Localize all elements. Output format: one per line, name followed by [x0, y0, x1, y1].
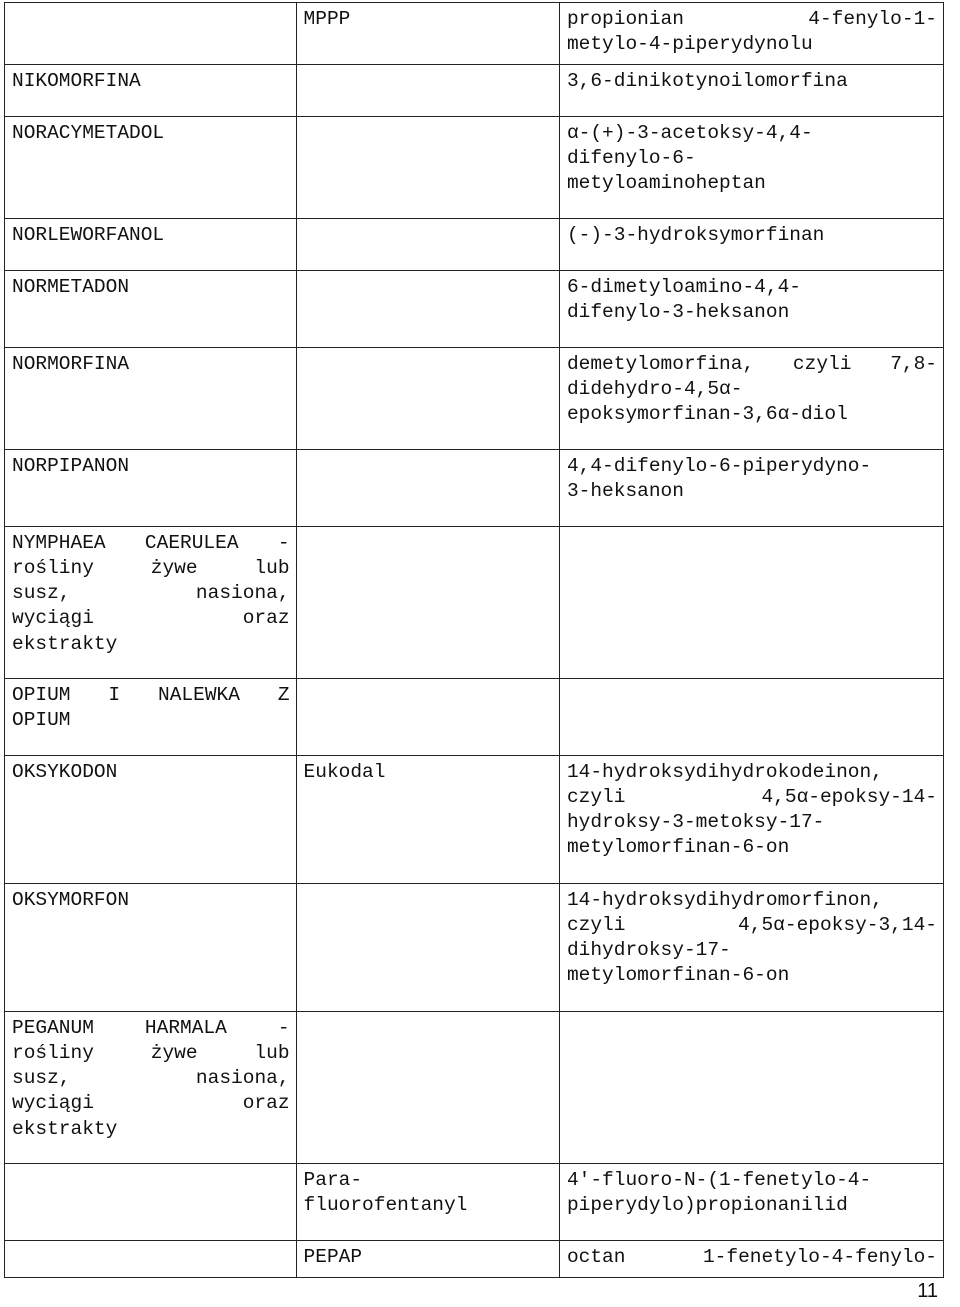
substance-name-line: rośliny żywe lub — [12, 556, 290, 579]
chemical-name-line: piperydylo)propionanilid — [566, 1193, 848, 1216]
chemical-name-cell — [559, 1163, 943, 1240]
brand-name-line: Eukodal — [303, 760, 386, 783]
brand-name-cell — [296, 1011, 559, 1163]
chemical-name-line: (-)-3-hydroksymorfinan — [566, 223, 825, 246]
chemical-name-line: 14-hydroksydihydrokodeinon, — [566, 760, 883, 783]
chemical-name-line: 3,6-dinikotynoilomorfina — [566, 69, 848, 92]
table-row — [5, 347, 944, 449]
substance-name-line: susz, nasiona, — [12, 582, 290, 605]
substance-name-cell — [5, 270, 297, 347]
substance-name-cell — [5, 3, 297, 65]
chemical-name-cell — [559, 270, 943, 347]
substance-name-line: wyciągi oraz — [12, 1092, 290, 1115]
chemical-name-line: metylo-4-piperydynolu — [566, 33, 813, 56]
brand-name-line: fluorofentanyl — [303, 1193, 468, 1216]
substance-name-line: NIKOMORFINA — [12, 69, 141, 92]
chemical-name-cell — [559, 218, 943, 270]
brand-name-cell — [296, 270, 559, 347]
substance-name-cell — [5, 1163, 297, 1240]
brand-name-cell — [296, 449, 559, 526]
chemical-name-cell — [559, 755, 943, 883]
chemical-name-line: 14-hydroksydihydromorfinon, — [566, 888, 883, 911]
chemical-name-cell — [559, 678, 943, 755]
chemical-name-line: α-(+)-3-acetoksy-4,4- — [566, 121, 813, 144]
chemical-name-line: metylomorfinan-6-on — [566, 964, 790, 987]
brand-name-cell — [296, 116, 559, 218]
chemical-name-cell — [559, 526, 943, 678]
substance-name-line: ekstrakty — [12, 1117, 118, 1140]
chemical-name-line: dihydroksy-17- — [566, 939, 731, 962]
substance-name-line: PEGANUM HARMALA - — [12, 1016, 290, 1039]
chemical-name-cell — [559, 347, 943, 449]
brand-name-cell — [296, 1163, 559, 1240]
substance-name-line: NYMPHAEA CAERULEA - — [12, 531, 290, 554]
table-row — [5, 1240, 944, 1277]
substance-name-line: ekstrakty — [12, 632, 118, 655]
substance-name-line: NORMORFINA — [12, 352, 130, 375]
table-row — [5, 883, 944, 1011]
substance-name-cell — [5, 678, 297, 755]
brand-name-line: PEPAP — [303, 1245, 363, 1268]
brand-name-cell — [296, 218, 559, 270]
chemical-name-line: octan 1-fenetylo-4-fenylo- — [566, 1245, 937, 1268]
chemical-name-line: czyli 4,5α-epoksy-14- — [566, 785, 937, 808]
chemical-name-line: czyli 4,5α-epoksy-3,14- — [566, 913, 937, 936]
chemical-name-line: propionian 4-fenylo-1- — [566, 8, 937, 30]
chemical-name-line: epoksymorfinan-3,6α-diol — [566, 403, 848, 426]
substance-name-cell — [5, 1240, 297, 1277]
substance-name-line: OKSYMORFON — [12, 888, 130, 911]
substance-name-cell — [5, 526, 297, 678]
table-row — [5, 218, 944, 270]
brand-name-line: Para- — [303, 1168, 363, 1191]
table-row — [5, 526, 944, 678]
substance-name-line: OPIUM — [12, 708, 71, 731]
chemical-name-cell — [559, 3, 943, 65]
substance-name-cell — [5, 449, 297, 526]
brand-name-cell — [296, 1240, 559, 1277]
brand-name-cell — [296, 347, 559, 449]
chemical-name-line: 6-dimetyloamino-4,4- — [566, 275, 801, 298]
table-row — [5, 1163, 944, 1240]
substance-name-line: NORMETADON — [12, 275, 130, 298]
substance-name-cell — [5, 218, 297, 270]
chemical-name-line: 3-heksanon — [566, 479, 684, 502]
brand-name-cell — [296, 64, 559, 116]
table-row — [5, 64, 944, 116]
substance-name-cell — [5, 116, 297, 218]
table-row — [5, 270, 944, 347]
substance-name-cell — [5, 1011, 297, 1163]
page-number: 11 — [917, 1280, 938, 1302]
table-row — [5, 3, 944, 65]
chemical-name-line: 4,4-difenylo-6-piperydyno- — [566, 454, 872, 477]
substance-name-line: NORACYMETADOL — [12, 121, 165, 144]
chemical-name-line: metyloaminoheptan — [566, 172, 766, 195]
chemical-name-line: hydroksy-3-metoksy-17- — [566, 811, 825, 834]
substance-name-line: NORLEWORFANOL — [12, 223, 165, 246]
chemical-name-cell — [559, 883, 943, 1011]
substance-name-line: rośliny żywe lub — [12, 1041, 290, 1064]
brand-name-cell — [296, 678, 559, 755]
substance-name-cell — [5, 883, 297, 1011]
substance-name-line: NORPIPANON — [12, 454, 130, 477]
brand-name-cell — [296, 883, 559, 1011]
brand-name-line: MPPP — [303, 8, 351, 30]
chemical-name-line: metylomorfinan-6-on — [566, 836, 790, 859]
substances-table-body — [5, 3, 944, 1278]
chemical-name-cell — [559, 1240, 943, 1277]
brand-name-cell — [296, 3, 559, 65]
substance-name-line: susz, nasiona, — [12, 1067, 290, 1090]
chemical-name-line: demetylomorfina, czyli 7,8- — [566, 352, 937, 375]
substance-name-line: wyciągi oraz — [12, 607, 290, 630]
table-row — [5, 116, 944, 218]
brand-name-cell — [296, 755, 559, 883]
table-row — [5, 449, 944, 526]
table-row — [5, 678, 944, 755]
substance-name-cell — [5, 64, 297, 116]
chemical-name-line: didehydro-4,5α- — [566, 377, 743, 400]
chemical-name-line: difenylo-3-heksanon — [566, 300, 790, 323]
substance-name-line: OPIUM I NALEWKA Z — [12, 683, 290, 706]
substance-name-cell — [5, 347, 297, 449]
table-row — [5, 755, 944, 883]
substance-name-cell — [5, 755, 297, 883]
chemical-name-line: 4'-fluoro-N-(1-fenetylo-4- — [566, 1168, 872, 1191]
substance-name-line: OKSYKODON — [12, 760, 118, 783]
brand-name-cell — [296, 526, 559, 678]
chemical-name-cell — [559, 116, 943, 218]
substances-table — [4, 2, 944, 1278]
chemical-name-cell — [559, 64, 943, 116]
chemical-name-cell — [559, 449, 943, 526]
table-row — [5, 1011, 944, 1163]
chemical-name-cell — [559, 1011, 943, 1163]
chemical-name-line: difenylo-6- — [566, 146, 696, 169]
